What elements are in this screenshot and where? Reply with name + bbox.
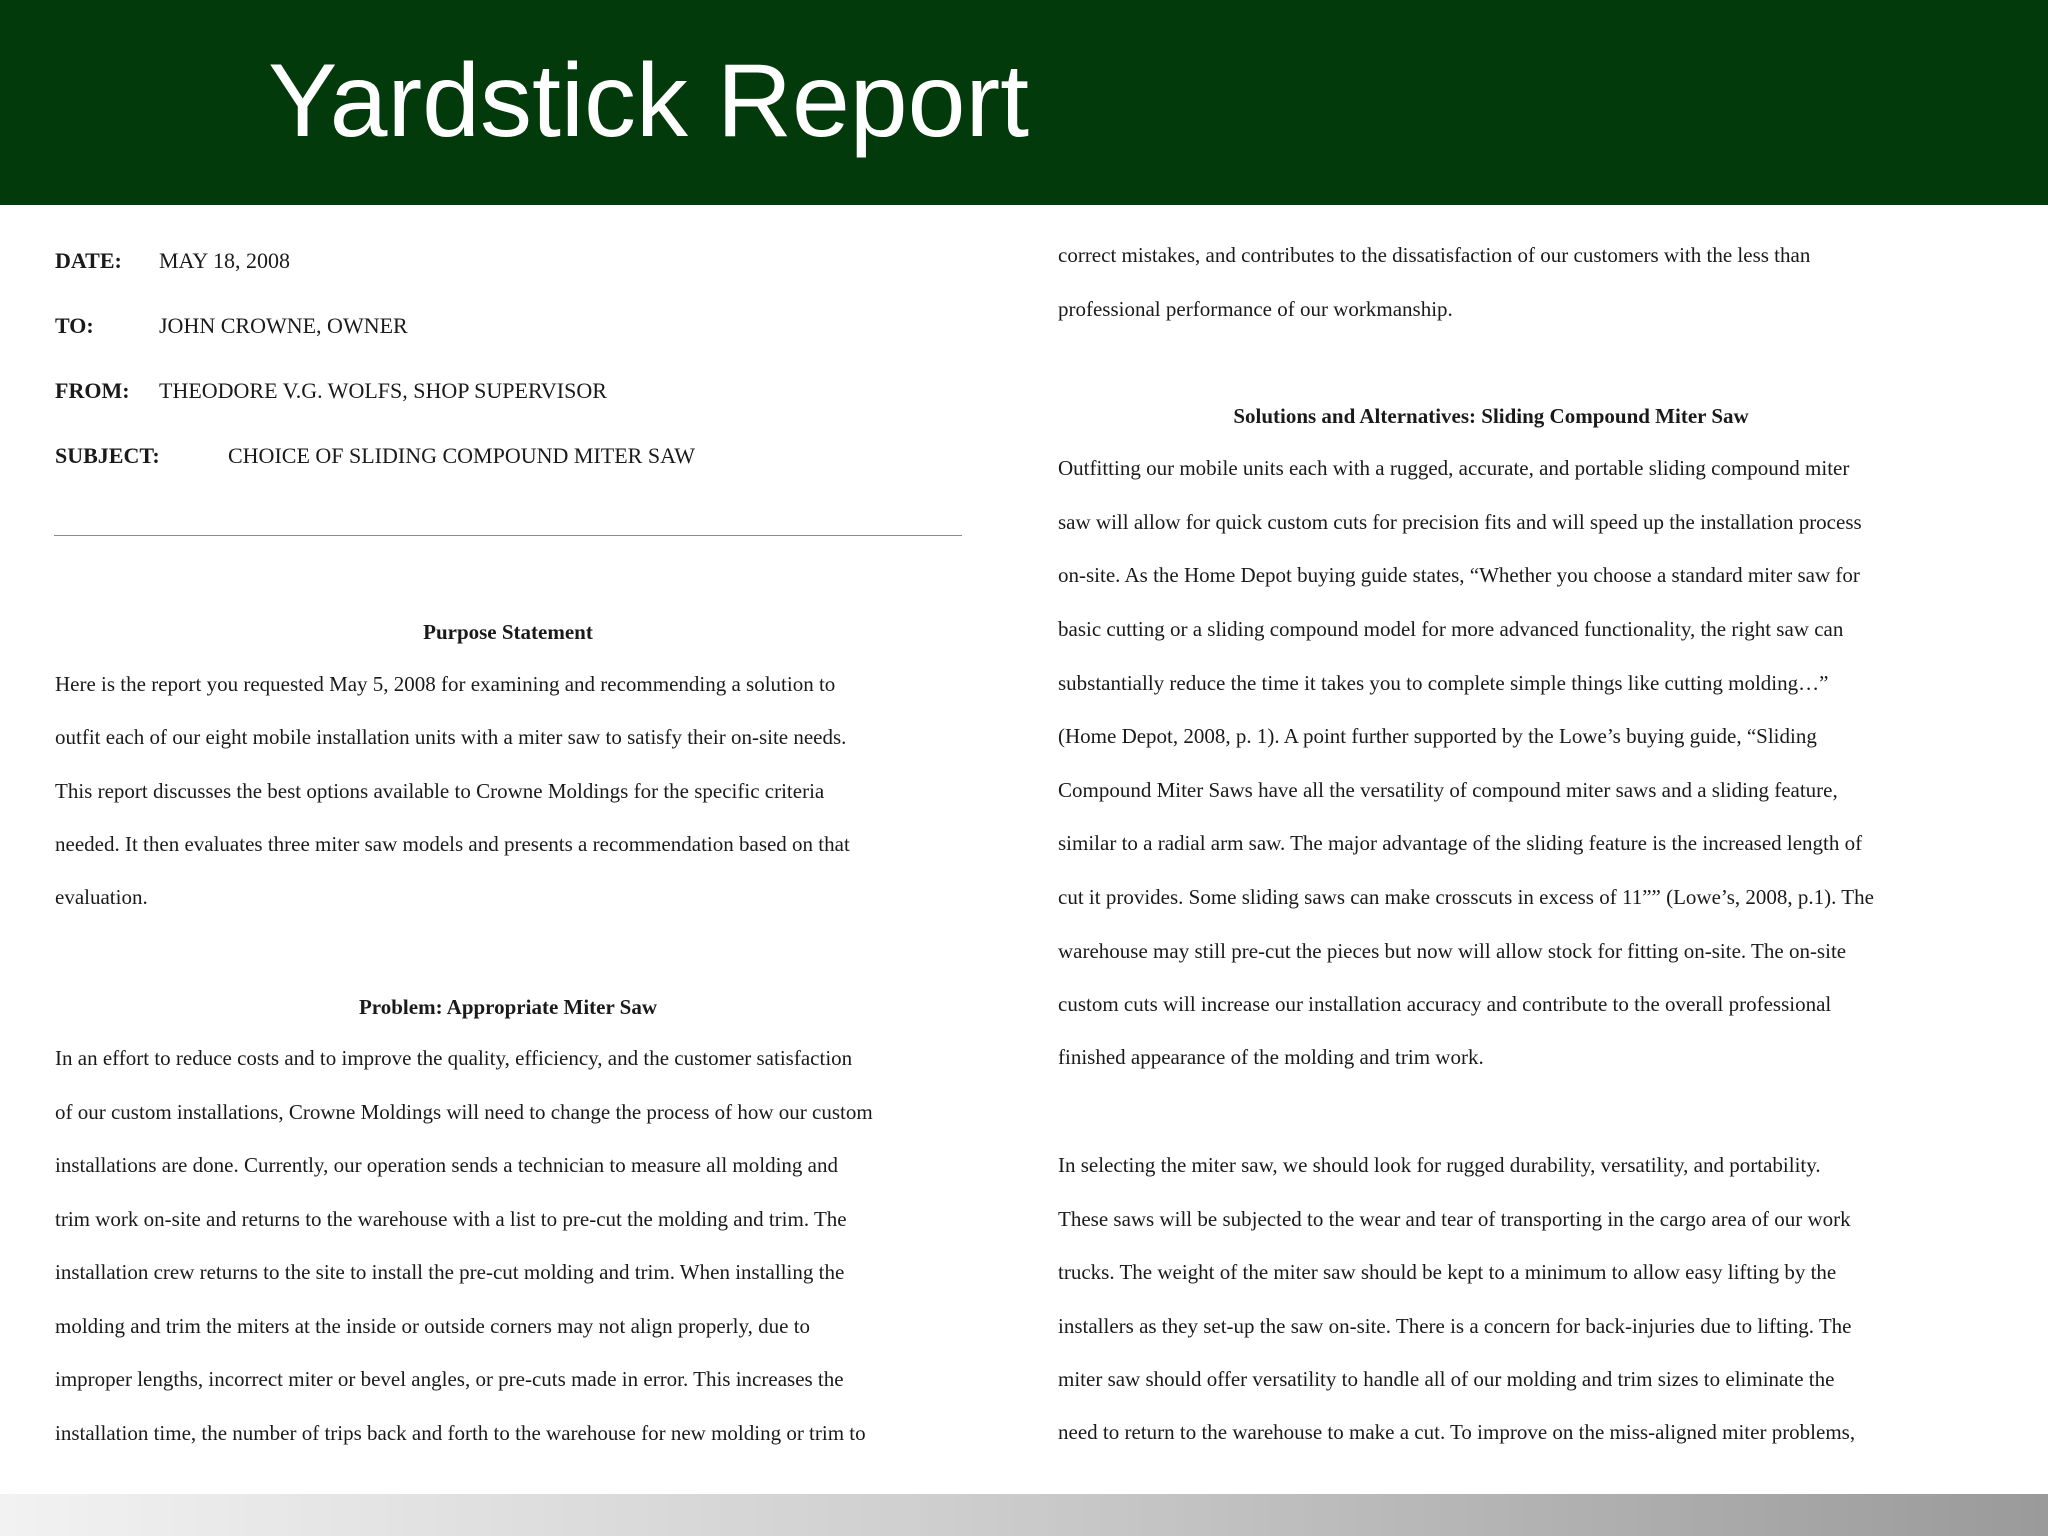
purpose-line: evaluation. (55, 885, 148, 909)
selection-line: need to return to the warehouse to make a cut. To improve on the miss-aligned miter problems, (1058, 1420, 1856, 1444)
title-banner (0, 0, 2048, 205)
selection-line: trucks. The weight of the miter saw should be kept to a minimum to allow easy lifting by the (1058, 1260, 1837, 1284)
solutions-line: on-site. As the Home Depot buying guide states, “Whether you choose a standard miter saw for (1058, 563, 1860, 587)
purpose-heading: Purpose Statement (423, 620, 593, 644)
subject-label: SUBJECT: (55, 443, 160, 468)
solutions-line: Compound Miter Saws have all the versatility of compound miter saws and a sliding feature, (1058, 778, 1838, 802)
solutions-line: basic cutting or a sliding compound model for more advanced functionality, the right saw can (1058, 617, 1844, 641)
solutions-line: similar to a radial arm saw. The major advantage of the sliding feature is the increased length of (1058, 831, 1863, 855)
purpose-line: This report discusses the best options available to Crowne Moldings for the specific criteria (55, 779, 825, 803)
solutions-line: Outfitting our mobile units each with a rugged, accurate, and portable sliding compound miter (1058, 456, 1850, 480)
footer-gradient-band (0, 1494, 2048, 1536)
purpose-line: Here is the report you requested May 5, 2008 for examining and recommending a solution to (55, 672, 836, 696)
problem-line: trim work on-site and returns to the warehouse with a list to pre-cut the molding and trim. The (55, 1207, 847, 1231)
purpose-line: outfit each of our eight mobile installation units with a miter saw to satisfy their on-site needs. (55, 725, 847, 749)
solutions-line: substantially reduce the time it takes you to complete simple things like cutting molding…” (1058, 671, 1829, 695)
solutions-line: warehouse may still pre-cut the pieces but now will allow stock for fitting on-site. The on-site (1058, 939, 1847, 963)
selection-line: installers as they set-up the saw on-site. There is a concern for back-injuries due to lifting. The (1058, 1314, 1852, 1338)
solutions-line: cut it provides. Some sliding saws can make crosscuts in excess of 11”” (Lowe’s, 2008, p.1). The (1058, 885, 1874, 909)
intro-line: correct mistakes, and contributes to the dissatisfaction of our customers with the less than (1058, 243, 1811, 267)
date-label: DATE: (55, 248, 122, 273)
problem-line: In an effort to reduce costs and to improve the quality, efficiency, and the customer satisfaction (55, 1046, 853, 1070)
memo-divider (54, 535, 962, 536)
problem-line: installations are done. Currently, our operation sends a technician to measure all molding and (55, 1153, 838, 1177)
intro-line: professional performance of our workmanship. (1058, 297, 1453, 321)
solutions-line: finished appearance of the molding and trim work. (1058, 1045, 1484, 1069)
problem-line: molding and trim the miters at the inside or outside corners may not align properly, due to (55, 1314, 811, 1338)
solutions-line: custom cuts will increase our installation accuracy and contribute to the overall professional (1058, 992, 1832, 1016)
solutions-line: saw will allow for quick custom cuts for precision fits and will speed up the installation process (1058, 510, 1862, 534)
from-label: FROM: (55, 378, 130, 403)
solutions-heading: Solutions and Alternatives: Sliding Compound Miter Saw (1233, 404, 1749, 428)
solutions-line: (Home Depot, 2008, p. 1). A point further supported by the Lowe’s buying guide, “Sliding (1058, 724, 1817, 748)
selection-line: miter saw should offer versatility to handle all of our molding and trim sizes to eliminate the (1058, 1367, 1835, 1391)
from-value: THEODORE V.G. WOLFS, SHOP SUPERVISOR (159, 378, 607, 403)
problem-line: of our custom installations, Crowne Moldings will need to change the process of how our custom (55, 1100, 873, 1124)
problem-line: installation time, the number of trips back and forth to the warehouse for new molding or trim to (55, 1421, 866, 1445)
date-value: MAY 18, 2008 (159, 248, 291, 273)
subject-value: CHOICE OF SLIDING COMPOUND MITER SAW (228, 443, 695, 468)
problem-line: installation crew returns to the site to install the pre-cut molding and trim. When installing the (55, 1260, 845, 1284)
problem-line: improper lengths, incorrect miter or bevel angles, or pre-cuts made in error. This increases the (55, 1367, 844, 1391)
page-title: Yardstick Report (268, 43, 1030, 159)
problem-heading: Problem: Appropriate Miter Saw (358, 995, 658, 1019)
purpose-line: needed. It then evaluates three miter saw models and presents a recommendation based on that (55, 832, 850, 856)
to-label: TO: (55, 313, 94, 338)
selection-line: These saws will be subjected to the wear and tear of transporting in the cargo area of our work (1058, 1207, 1851, 1231)
to-value: JOHN CROWNE, OWNER (159, 313, 408, 338)
selection-line: In selecting the miter saw, we should look for rugged durability, versatility, and portability. (1058, 1153, 1821, 1177)
